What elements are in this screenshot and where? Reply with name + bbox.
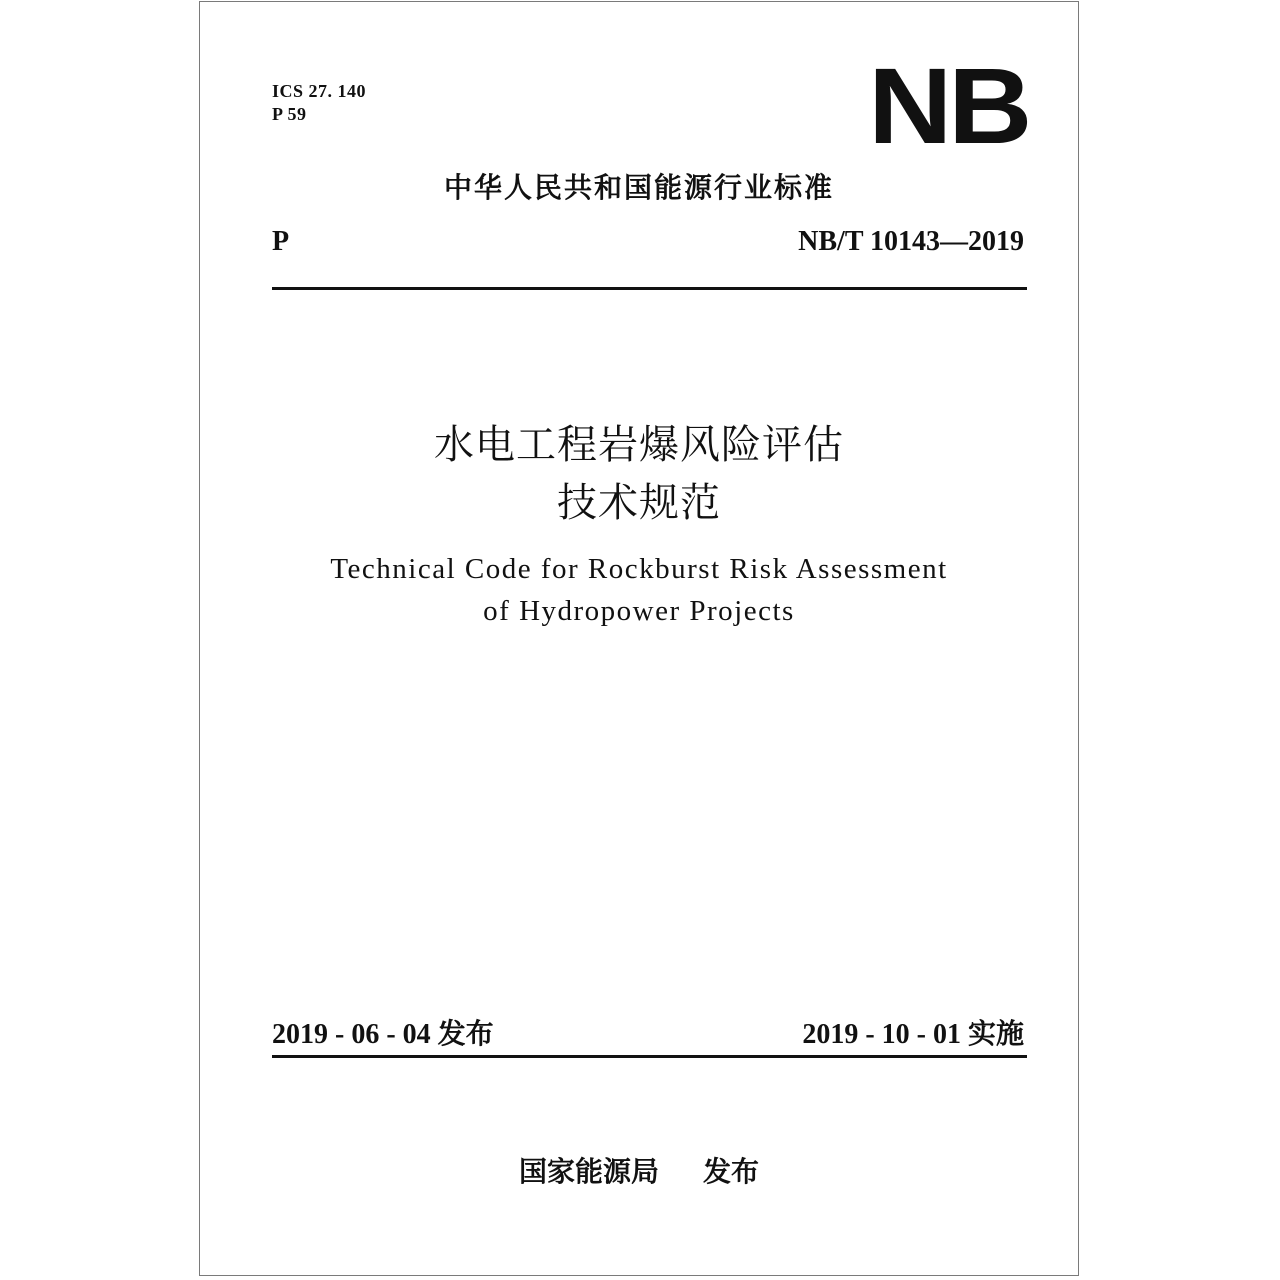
publisher-name: 国家能源局	[518, 1155, 659, 1188]
standard-number: NB/T 10143—2019	[798, 226, 1024, 257]
nb-logo: NB	[868, 45, 1028, 166]
effective-label: 实施	[967, 1017, 1024, 1050]
effective-date-block	[802, 1012, 1024, 1052]
publisher-line	[200, 1150, 1078, 1190]
standard-cover-page	[199, 1, 1079, 1276]
issue-date: 2019 - 06 - 04	[272, 1019, 431, 1050]
effective-date: 2019 - 10 - 01	[802, 1019, 961, 1050]
p-code: P	[272, 226, 290, 257]
publisher-action: 发布	[703, 1155, 760, 1188]
english-title	[200, 548, 1078, 632]
standard-category: 中华人民共和国能源行业标准	[443, 171, 834, 204]
english-title-line-1: Technical Code for Rockburst Risk Assessment	[330, 553, 948, 585]
classification-block	[272, 80, 366, 126]
english-title-line-2: of Hydropower Projects	[483, 595, 795, 627]
ics-code: ICS 27. 140	[272, 81, 367, 101]
bottom-divider	[272, 1055, 1027, 1058]
chinese-title-line-1: 水电工程岩爆风险评估	[434, 422, 844, 468]
issue-label: 发布	[437, 1017, 494, 1050]
issue-date-block	[272, 1012, 494, 1052]
classification-code: P 59	[272, 104, 307, 124]
chinese-title	[200, 416, 1078, 532]
top-divider	[272, 287, 1027, 290]
chinese-title-line-2: 技术规范	[557, 480, 721, 526]
